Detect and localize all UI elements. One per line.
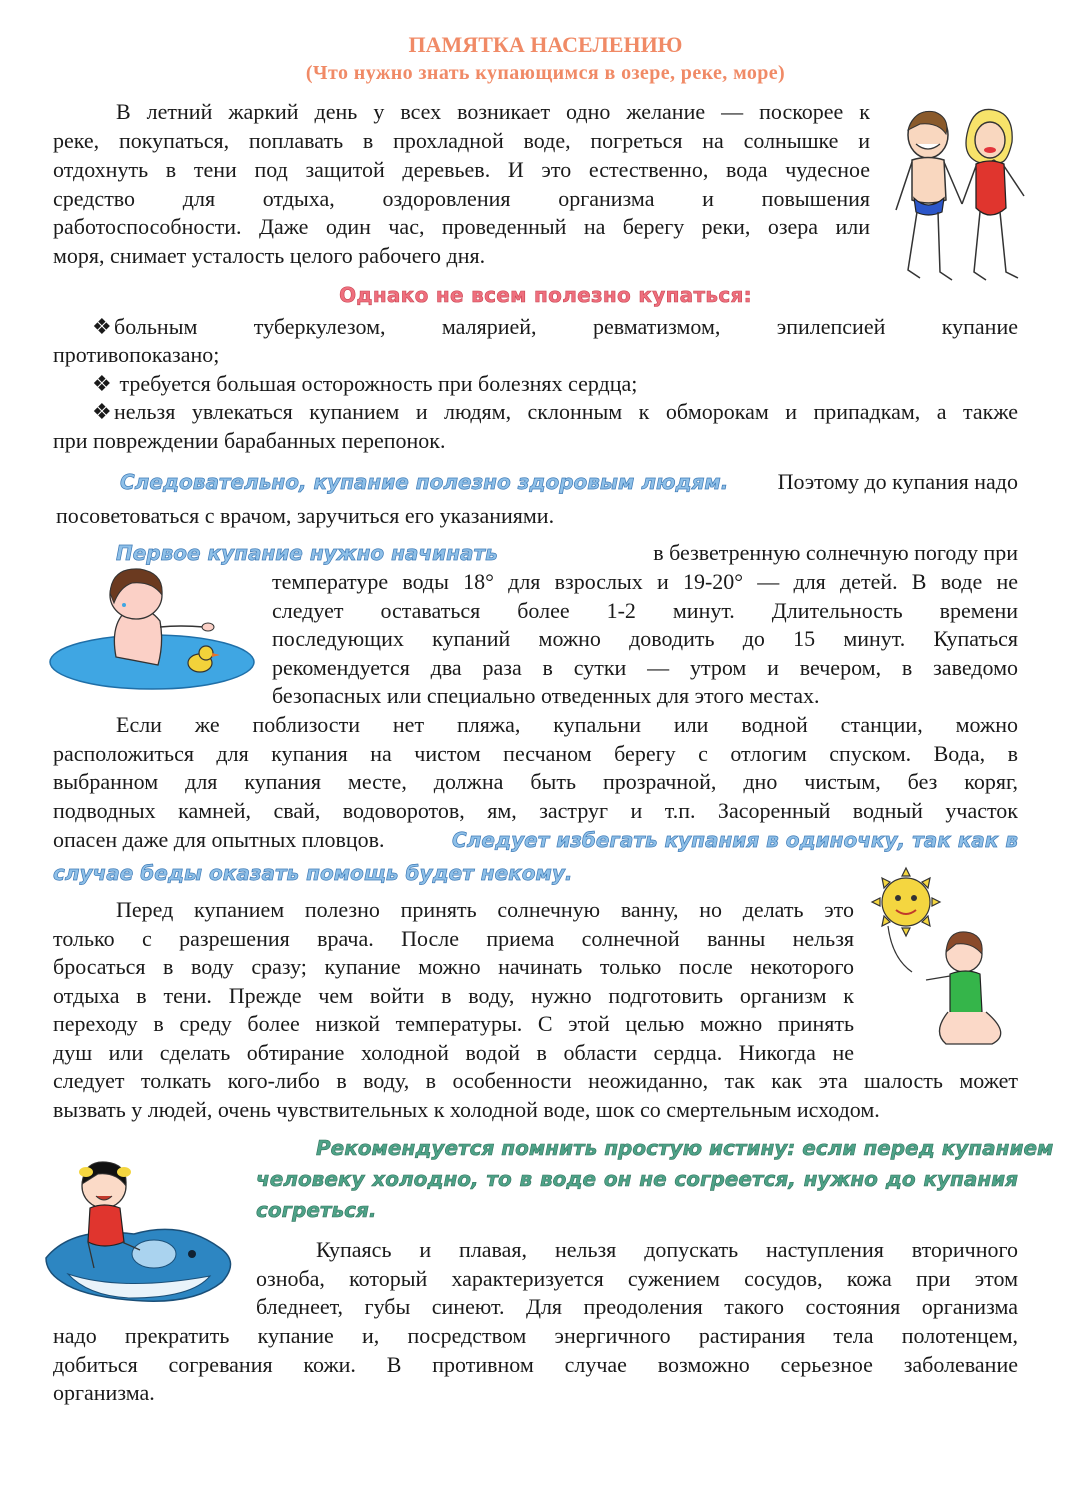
- intro-line: моря, снимает усталость целого рабочего дня.: [53, 243, 486, 268]
- contraindication-item: ❖ больным туберкулезом, малярией, ревматизмом, эпилепсией купание: [92, 314, 1018, 339]
- bullet-icon: ❖: [92, 371, 112, 396]
- sun-line: бросаться в воду сразу; купание можно начинать только после некоторого: [53, 954, 854, 979]
- first-bath-line: следует оставаться более 1-2 минут. Длительность времени: [272, 598, 1018, 623]
- sun-line: следует толкать кого-либо в воду, в особенности неожиданно, так как эта шалость может: [53, 1068, 1018, 1093]
- beach-couple-illustration: [890, 100, 1040, 290]
- intro-line: средство для отдыха, оздоровления организма и повышения: [53, 186, 870, 211]
- sun-line: вызвать у людей, очень чувствительных к холодной воде, шок со смертельным исходом.: [53, 1097, 880, 1122]
- first-bath-line: рекомендуется два раза в сутки — утром и вечером, в заведомо: [272, 655, 1018, 680]
- sun-line: отдыха в тени. Прежде чем войти в воду, нужно подготовить организм к: [53, 983, 854, 1008]
- sun-line: Перед купанием полезно принять солнечную ванну, но делать это: [116, 897, 854, 922]
- first-bath-line: безопасных или специально отведенных для этого местах.: [272, 683, 820, 708]
- healthy-highlight: Следовательно, купание полезно здоровым людям.: [120, 470, 729, 494]
- first-bath-line: Первое купание нужно начинать в безветренную солнечную погоду при: [116, 538, 1018, 568]
- sunbathing-girl-illustration: [862, 862, 1022, 1050]
- bullet-icon: ❖: [92, 314, 112, 339]
- healthy-line: Следовательно, купание полезно здоровым людям. Поэтому до купания надо: [120, 467, 1018, 497]
- chill-line: озноба, который характеризуется сужением сосудов, кожа при этом: [256, 1266, 1018, 1291]
- solo-warning: Следует избегать купания в одиночку, так как в: [452, 828, 1018, 852]
- page-title: ПАМЯТКА НАСЕЛЕНИЮ: [408, 32, 683, 57]
- intro-line: отдохнуть в тени под защитой деревьев. И это естественно, вода чудесное: [53, 157, 870, 182]
- recommendation-line: согреться.: [256, 1198, 377, 1222]
- beach-line: выбранном для купания месте, должна быть прозрачной, дно чистым, без коряг,: [53, 769, 1018, 794]
- baby-swimming-illustration: [50, 565, 260, 690]
- intro-line: В летний жаркий день у всех возникает одно желание — поскорее к: [116, 99, 870, 124]
- first-bath-highlight: Первое купание нужно начинать: [116, 541, 498, 565]
- sun-line: душ или сделать обтирание холодной водой в области сердца. Никогда не: [53, 1040, 854, 1065]
- bullet-icon: ❖: [92, 399, 112, 424]
- solo-warning-cont: случае беды оказать помощь будет некому.: [53, 861, 573, 885]
- first-bath-line: температуре воды 18° для взрослых и 19-20° — для детей. В воде не: [272, 569, 1018, 594]
- recommendation-line: Рекомендуется помнить простую истину: если перед купанием: [316, 1136, 1054, 1160]
- healthy-line: посоветоваться с врачом, заручиться его указаниями.: [56, 503, 555, 528]
- first-bath-line: последующих купаний можно доводить до 15 минут. Купаться: [272, 626, 1018, 651]
- beach-line: расположиться для купания на чистом песчаном берегу с отлогим спуском. Вода, в: [53, 741, 1018, 766]
- recommendation-line: человеку холодно, то в воде он не согреется, нужно до купания: [256, 1167, 1018, 1191]
- page-subtitle: (Что нужно знать купающимся в озере, реке, море): [305, 62, 786, 84]
- chill-line: добиться согревания кожи. В противном случае возможно серьезное заболевание: [53, 1352, 1018, 1377]
- intro-line: работоспособности. Даже один час, проведенный на берегу реки, озера или: [53, 214, 870, 239]
- chill-line: Купаясь и плавая, нельзя допускать наступления вторичного: [316, 1237, 1018, 1262]
- chill-line: надо прекратить купание и, посредством энергичного растирания тела полотенцем,: [53, 1323, 1018, 1348]
- girl-on-inflatable-illustration: [42, 1150, 252, 1310]
- beach-line: опасен даже для опытных пловцов. Следует избегать купания в одиночку, так как в: [53, 825, 1018, 855]
- intro-line: реке, покупаться, поплавать в прохладной воде, погреться на солнышке и: [53, 128, 870, 153]
- sun-line: только с разрешения врача. После приема солнечной ванны нельзя: [53, 926, 854, 951]
- chill-line: организма.: [53, 1380, 155, 1405]
- sun-line: переходу в среду более низкой температуры. С этой целью можно принять: [53, 1011, 854, 1036]
- chill-line: бледнеет, губы синеют. Для преодоления такого состояния организма: [256, 1294, 1018, 1319]
- beach-line: подводных камней, свай, водоворотов, ям, заструг и т.п. Засоренный водный участок: [53, 798, 1018, 823]
- contraindication-item: ❖ требуется большая осторожность при болезнях сердца;: [92, 371, 638, 396]
- contraindication-item-cont: противопоказано;: [53, 342, 220, 367]
- contraindication-item: ❖ нельзя увлекаться купанием и людям, склонным к обморокам и припадкам, а также: [92, 399, 1018, 424]
- beach-line: Если же поблизости нет пляжа, купальни или водной станции, можно: [116, 712, 1018, 737]
- contraindication-item-cont: при повреждении барабанных перепонок.: [53, 428, 446, 453]
- contraindications-heading: Однако не всем полезно купаться:: [339, 283, 752, 307]
